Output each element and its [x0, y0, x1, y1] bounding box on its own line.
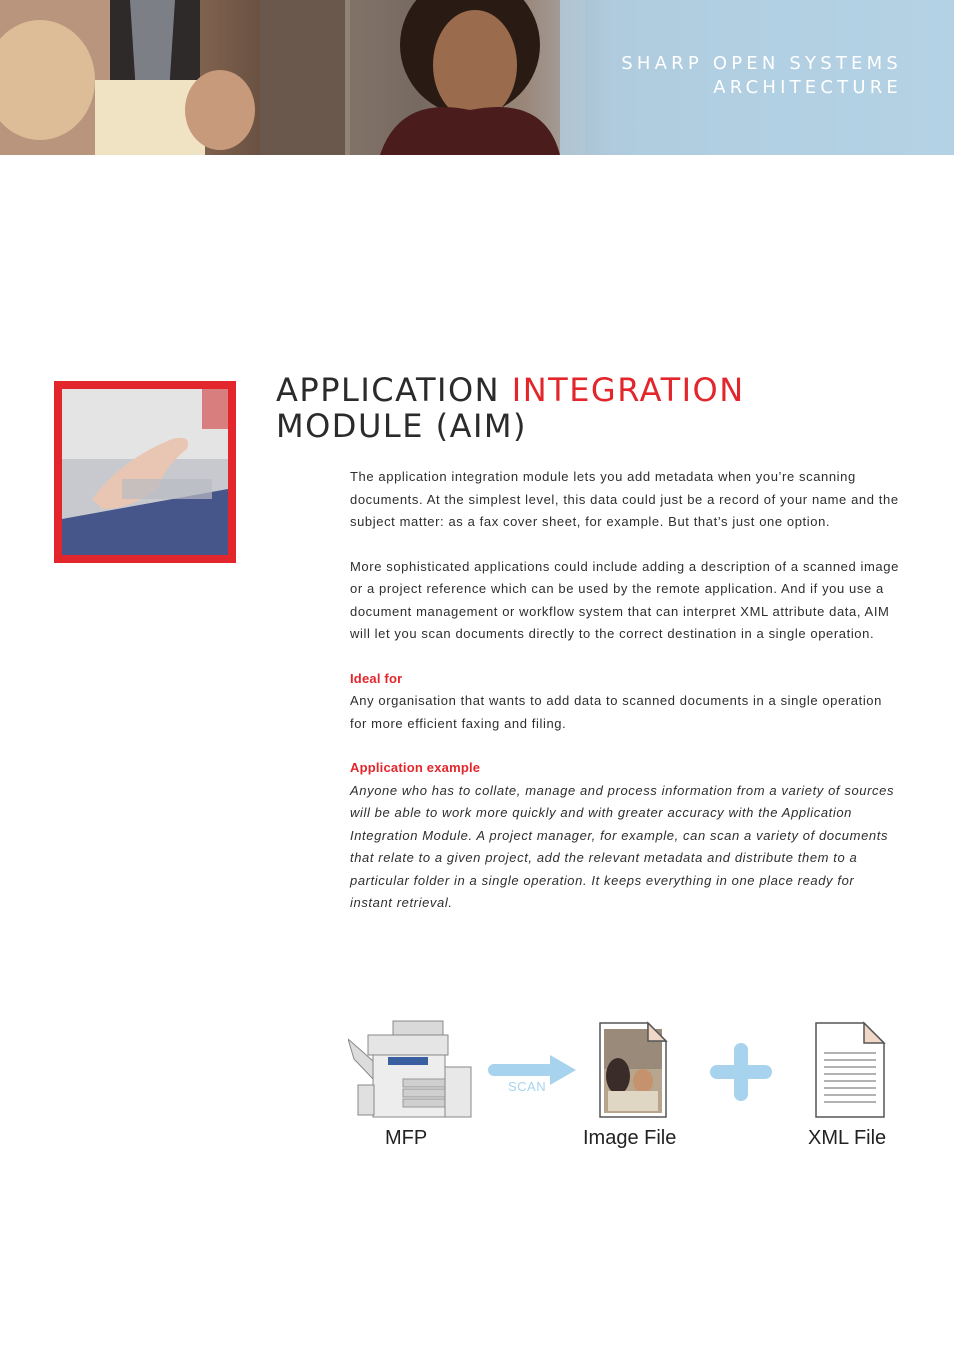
xml-file-icon — [814, 1021, 886, 1119]
paragraph-2: More sophisticated applications could include adding a description of a scanned image or a project reference which can be used by the remote application. And if you use a document management or workflow system that can interpret XML attribute data, AIM will let you scan documents directly to the correct destination in a single operation. — [350, 558, 899, 641]
application-example-label: Application example — [350, 760, 481, 775]
workflow-diagram — [340, 1015, 920, 1165]
title-part1: APPLICATION — [276, 371, 501, 409]
paragraph-1: The application integration module lets you add metadata when you’re scanning documents. At the simplest level, this data could just be a record of your name and the subject matter: as a fax cover sheet, for example. But that’s just one option. — [350, 469, 899, 529]
header-banner — [0, 0, 954, 155]
ideal-for-text: Any organisation that wants to add data to scanned documents in a single operation for more efficient faxing and filing. — [350, 693, 882, 731]
image-file-caption: Image File — [583, 1127, 677, 1149]
side-photo-frame — [54, 381, 236, 563]
scanner-hand-image — [62, 389, 228, 555]
page-title — [276, 372, 745, 444]
banner-title-line1: SHARP OPEN SYSTEMS — [621, 53, 902, 74]
banner-title-line2: ARCHITECTURE — [713, 77, 902, 98]
title-accent: INTEGRATION — [511, 371, 745, 409]
title-line2: MODULE (AIM) — [276, 407, 527, 445]
body-text — [350, 466, 900, 937]
plus-icon — [710, 1043, 772, 1101]
banner-title — [621, 52, 902, 100]
image-file-icon — [598, 1021, 668, 1119]
xml-file-caption: XML File — [808, 1127, 887, 1149]
scanner-photo — [62, 389, 228, 555]
mfp-icon — [348, 1019, 473, 1119]
ideal-for-label: Ideal for — [350, 670, 403, 686]
mfp-caption: MFP — [385, 1127, 428, 1149]
application-example-text: Anyone who has to collate, manage and process information from a variety of sources will be able to work more quickly and with greater accuracy with the Application Integration Module. A project manager, for example, can scan a variety of documents that relate to a given project, add the relevant metadata and distribute them to a particular folder in a single operation. It keeps everything in one place ready for instant retrieval. — [350, 782, 895, 910]
scan-label: SCAN — [508, 1079, 547, 1094]
